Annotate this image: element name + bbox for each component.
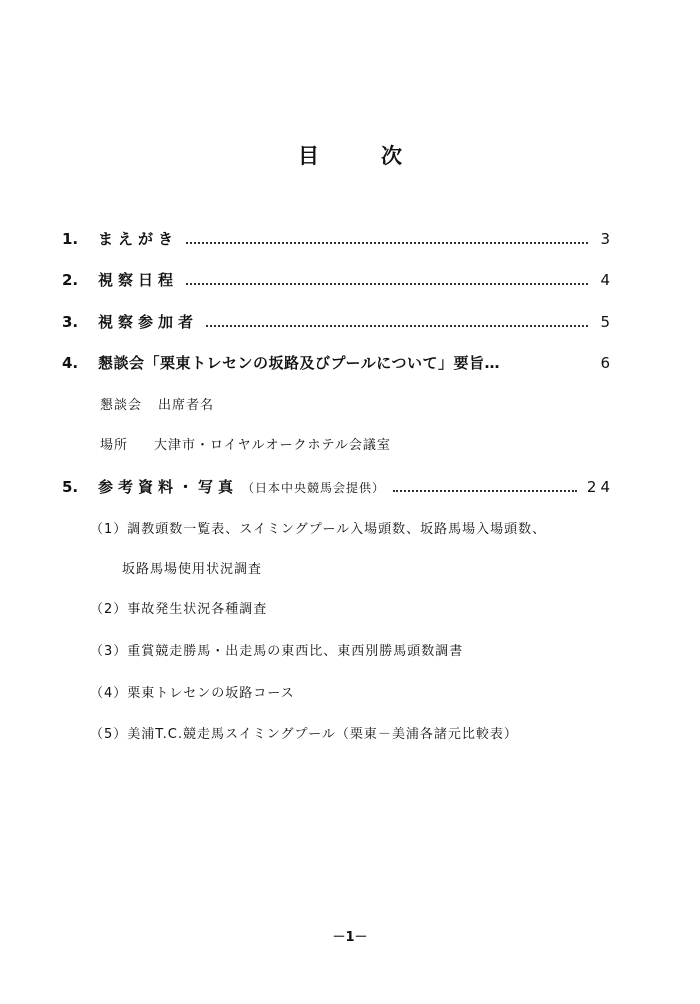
toc-page-number: 24 bbox=[586, 478, 614, 496]
appendix-item-1-continuation bbox=[122, 558, 262, 577]
appendix-item-text: 美浦T.C.競走馬スイミングプール（栗東－美浦各諸元比較表） bbox=[127, 727, 518, 742]
toc-number: 2. bbox=[62, 271, 79, 289]
appendix-item-number: （3） bbox=[90, 644, 128, 659]
toc-label: 参考資料・写真 bbox=[98, 478, 239, 496]
appendix-item-text: 坂路馬場使用状況調査 bbox=[122, 562, 263, 577]
detail-label: 場所 bbox=[100, 438, 129, 453]
appendix-item-number: （4） bbox=[90, 686, 128, 701]
toc-entry-1 bbox=[62, 228, 614, 249]
toc-label: 視察参加者 bbox=[98, 313, 199, 331]
appendix-item-number: （1） bbox=[90, 522, 128, 537]
toc-number: 5. bbox=[62, 478, 79, 496]
toc-page-number: 3 bbox=[600, 230, 614, 248]
dot-leader bbox=[186, 282, 588, 285]
toc-note: （日本中央競馬会提供） bbox=[242, 481, 386, 495]
meeting-attendees-line bbox=[100, 394, 214, 413]
detail-value: 大津市・ロイヤルオークホテル会議室 bbox=[154, 438, 391, 453]
toc-entry-2 bbox=[62, 269, 614, 290]
toc-page-number: 6 bbox=[600, 354, 614, 372]
dot-leader bbox=[393, 489, 577, 492]
dot-leader bbox=[508, 367, 588, 368]
toc-number: 3. bbox=[62, 313, 79, 331]
toc-number: 1. bbox=[62, 230, 79, 248]
toc-entry-5 bbox=[62, 476, 614, 497]
appendix-item-1 bbox=[90, 518, 546, 537]
appendix-item-4 bbox=[90, 682, 295, 701]
toc-entry-3 bbox=[62, 311, 614, 332]
appendix-item-5 bbox=[90, 723, 518, 742]
appendix-item-text: 栗東トレセンの坂路コース bbox=[127, 686, 295, 701]
toc-entry-4 bbox=[62, 352, 614, 373]
appendix-item-number: （5） bbox=[90, 727, 128, 742]
toc-page-number: 5 bbox=[600, 313, 614, 331]
dot-leader bbox=[206, 324, 588, 327]
toc-label: 懇談会「栗東トレセンの坂路及びプールについて」要旨… bbox=[98, 354, 500, 372]
page-title: 目次 bbox=[298, 144, 464, 168]
toc-label: まえがき bbox=[98, 230, 179, 248]
appendix-item-text: 重賞競走勝馬・出走馬の東西比、東西別勝馬頭数調書 bbox=[127, 644, 464, 659]
meeting-venue-line bbox=[100, 434, 391, 453]
dot-leader bbox=[186, 241, 588, 244]
toc-page-number: 4 bbox=[600, 271, 614, 289]
detail-label: 懇談会 bbox=[100, 398, 143, 413]
appendix-item-number: （2） bbox=[90, 602, 128, 617]
toc-label: 視察日程 bbox=[98, 271, 179, 289]
appendix-item-2 bbox=[90, 598, 267, 617]
appendix-item-text: 調教頭数一覧表、スイミングプール入場頭数、坂路馬場入場頭数、 bbox=[127, 522, 547, 537]
appendix-item-text: 事故発生状況各種調査 bbox=[127, 602, 268, 617]
page-number-footer: －1－ bbox=[332, 930, 368, 945]
appendix-item-3 bbox=[90, 640, 463, 659]
toc-number: 4. bbox=[62, 354, 79, 372]
detail-value: 出席者名 bbox=[158, 398, 215, 413]
